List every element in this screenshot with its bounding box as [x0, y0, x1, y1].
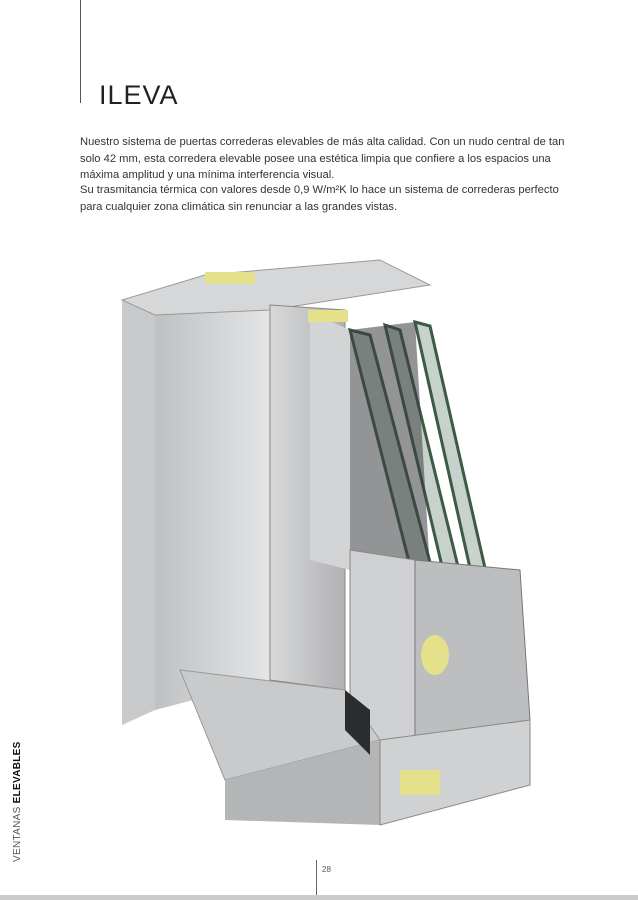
intro-paragraph: Nuestro sistema de puertas correderas elevables de más alta calidad. Con un nudo central de tan solo 42 mm, esta corredera elevable posee una estética limpia que confiere a los espacios una máxima amplitud y una mínima interferencia visual.	[80, 136, 565, 181]
section-label-light: VENTANAS	[12, 803, 23, 862]
page-number-rule	[316, 860, 317, 896]
thermal-paragraph: Su trasmitancia térmica con valores desde 0,9 W/m²K lo hace un sistema de correderas perfecto para cualquier zona climática sin renunciar a las grandes vistas.	[80, 184, 559, 213]
title-rule	[80, 0, 81, 103]
page-number: 28	[322, 865, 331, 874]
section-label-bold: ELEVABLES	[12, 741, 23, 804]
page-bottom-edge	[0, 895, 638, 900]
page-title: ILEVA	[99, 80, 179, 110]
section-label	[12, 741, 23, 862]
sliding-door-profile-illustration	[110, 240, 550, 840]
